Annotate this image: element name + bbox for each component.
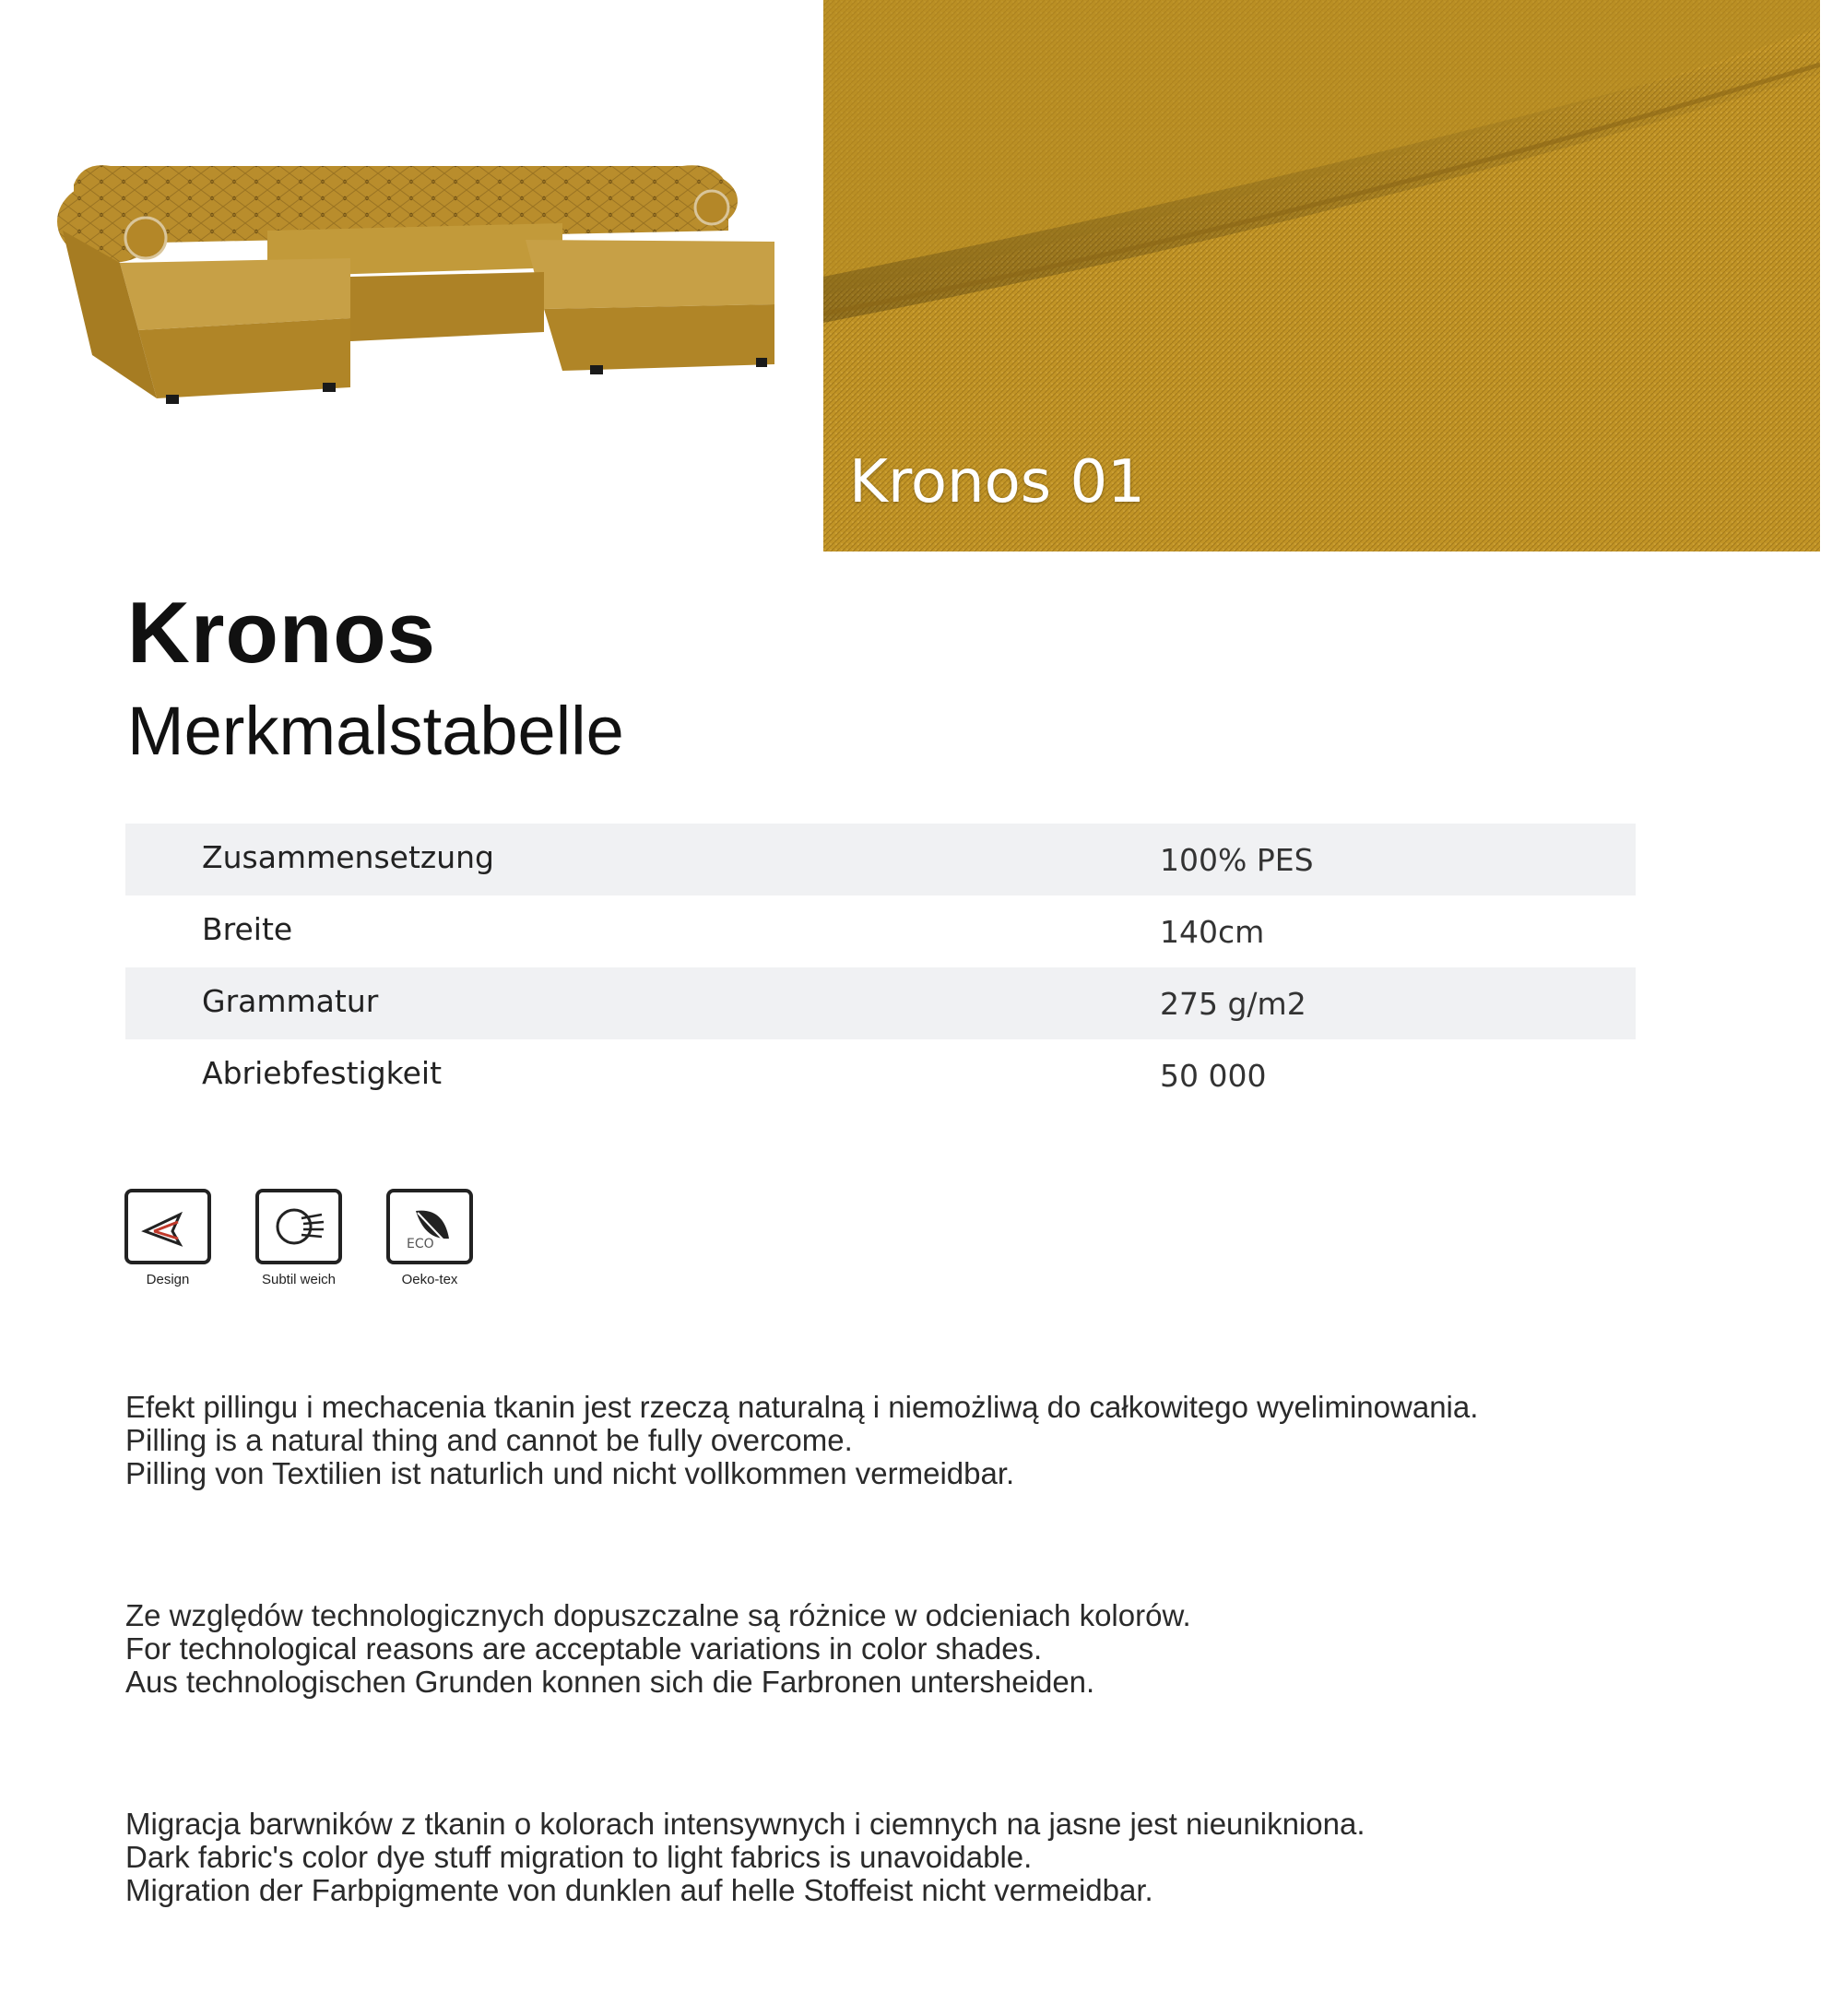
note-line-pl: Migracja barwników z tkanin o kolorach intensywnych i ciemnych na jasne jest nieunikniona.	[125, 1807, 1365, 1841]
soft-touch-icon	[255, 1189, 342, 1264]
note-line-en: For technological reasons are acceptable variations in color shades.	[125, 1631, 1043, 1666]
eco-leaf-icon	[386, 1189, 473, 1264]
spec-value: 275 g/m2	[1160, 986, 1306, 1022]
note-line-pl: Ze względów technologicznych dopuszczalne są różnice w odcieniach kolorów.	[125, 1598, 1191, 1632]
care-notes	[125, 1391, 1711, 2016]
feature-caption: Subtil weich	[261, 1272, 337, 1287]
note-line-en: Pilling is a natural thing and cannot be fully overcome.	[125, 1423, 853, 1457]
spec-value: 100% PES	[1160, 842, 1314, 878]
note-color-shades	[125, 1599, 1711, 1699]
swatch-label: Kronos 01	[849, 448, 1145, 516]
spec-row	[125, 895, 1636, 967]
spec-row	[125, 824, 1636, 895]
feature-caption: Design	[146, 1272, 190, 1287]
feature-oekotex	[386, 1189, 488, 1287]
page-subtitle: Merkmalstabelle	[127, 693, 624, 769]
sofa-image	[46, 157, 793, 452]
note-line-de: Migration der Farbpigmente von dunklen auf helle Stoffeist nicht vermeidbar.	[125, 1873, 1153, 1907]
spec-value: 50 000	[1160, 1058, 1267, 1094]
spec-row	[125, 1039, 1636, 1111]
feature-design	[124, 1189, 226, 1287]
note-line-pl: Efekt pillingu i mechacenia tkanin jest rzeczą naturalną i niemożliwą do całkowitego wyeliminowania.	[125, 1390, 1479, 1424]
feature-caption: Oeko-tex	[401, 1272, 458, 1287]
spec-row	[125, 967, 1636, 1039]
note-line-de: Pilling von Textilien ist naturlich und nicht vollkommen vermeidbar.	[125, 1456, 1015, 1490]
note-line-en: Dark fabric's color dye stuff migration to light fabrics is unavoidable.	[125, 1840, 1033, 1874]
spec-table	[125, 824, 1636, 1111]
spec-label: Grammatur	[202, 983, 379, 1019]
note-pilling	[125, 1391, 1711, 1490]
spec-label: Breite	[202, 911, 293, 947]
product-title: Kronos	[127, 584, 436, 681]
design-icon	[124, 1189, 211, 1264]
feature-soft	[255, 1189, 357, 1287]
note-dye-migration	[125, 1808, 1711, 1907]
note-line-de: Aus technologischen Grunden konnen sich die Farbronen untersheiden.	[125, 1665, 1095, 1699]
spec-value: 140cm	[1160, 914, 1265, 950]
spec-label: Abriebfestigkeit	[202, 1055, 443, 1091]
spec-label: Zusammensetzung	[202, 839, 494, 875]
eco-icon-text: ECO	[407, 1237, 434, 1251]
fabric-swatch	[823, 0, 1820, 551]
